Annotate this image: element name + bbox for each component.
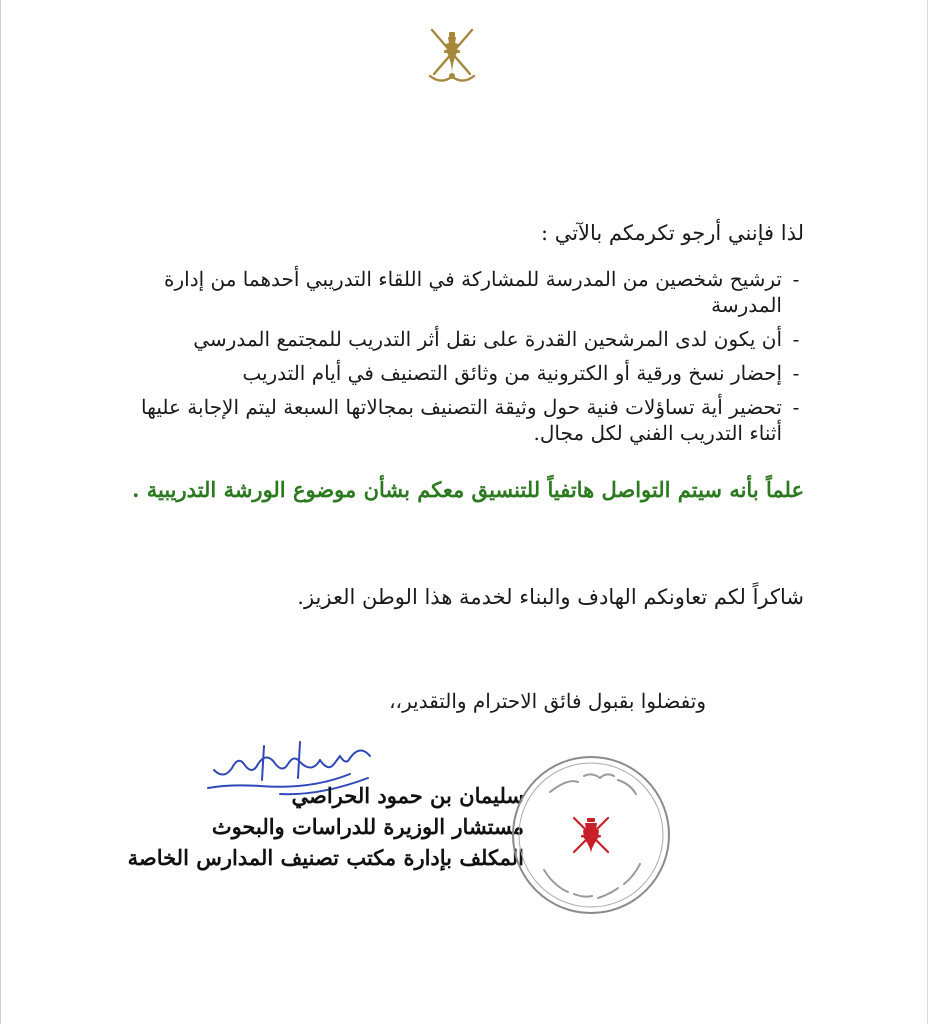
list-item-text: تحضير أية تساؤلات فنية حول وثيقة التصنيف بمجالاتها السبعة ليتم الإجابة عليها أثناء التدريب الفني لكل مجال. (141, 395, 782, 445)
signatory-name: سليمان بن حمود الحراصي (291, 783, 524, 808)
ministry-stamp (508, 752, 674, 918)
list-item (114, 394, 804, 446)
thanks-line: شاكراً لكم تعاونكم الهادف والبناء لخدمة هذا الوطن العزيز. (297, 585, 804, 609)
list-item-text: ترشيح شخصين من المدرسة للمشاركة في اللقاء التدريبي أحدهما من إدارة المدرسة (164, 267, 782, 317)
bullet-dash: - (792, 327, 800, 351)
list-item-text: أن يكون لدى المرشحين القدرة على نقل أثر التدريب للمجتمع المدرسي (193, 327, 782, 351)
list-item (114, 326, 804, 352)
bullet-dash: - (792, 395, 800, 419)
requirements-list (114, 266, 804, 454)
letter-intro: لذا فإنني أرجو تكرمكم بالآتي : (540, 221, 804, 245)
list-item (114, 360, 804, 386)
list-item-text: إحضار نسخ ورقية أو الكترونية من وثائق التصنيف في أيام التدريب (242, 361, 782, 385)
signatory-office: المكلف بإدارة مكتب تصنيف المدارس الخاصة (127, 845, 524, 870)
bullet-dash: - (792, 267, 800, 291)
bullet-dash: - (792, 361, 800, 385)
page-right-edge (927, 0, 928, 1024)
list-item (114, 266, 804, 318)
signatory-block (127, 780, 524, 873)
signatory-title: مستشار الوزيرة للدراسات والبحوث (211, 814, 524, 839)
coordination-note: علماً بأنه سيتم التواصل هاتفياً للتنسيق معكم بشأن موضوع الورشة التدريبية . (132, 477, 804, 502)
page-left-edge (0, 0, 1, 1024)
oman-khanjar-emblem-icon (424, 24, 480, 86)
closing-line: وتفضلوا بقبول فائق الاحترام والتقدير،، (389, 689, 706, 713)
